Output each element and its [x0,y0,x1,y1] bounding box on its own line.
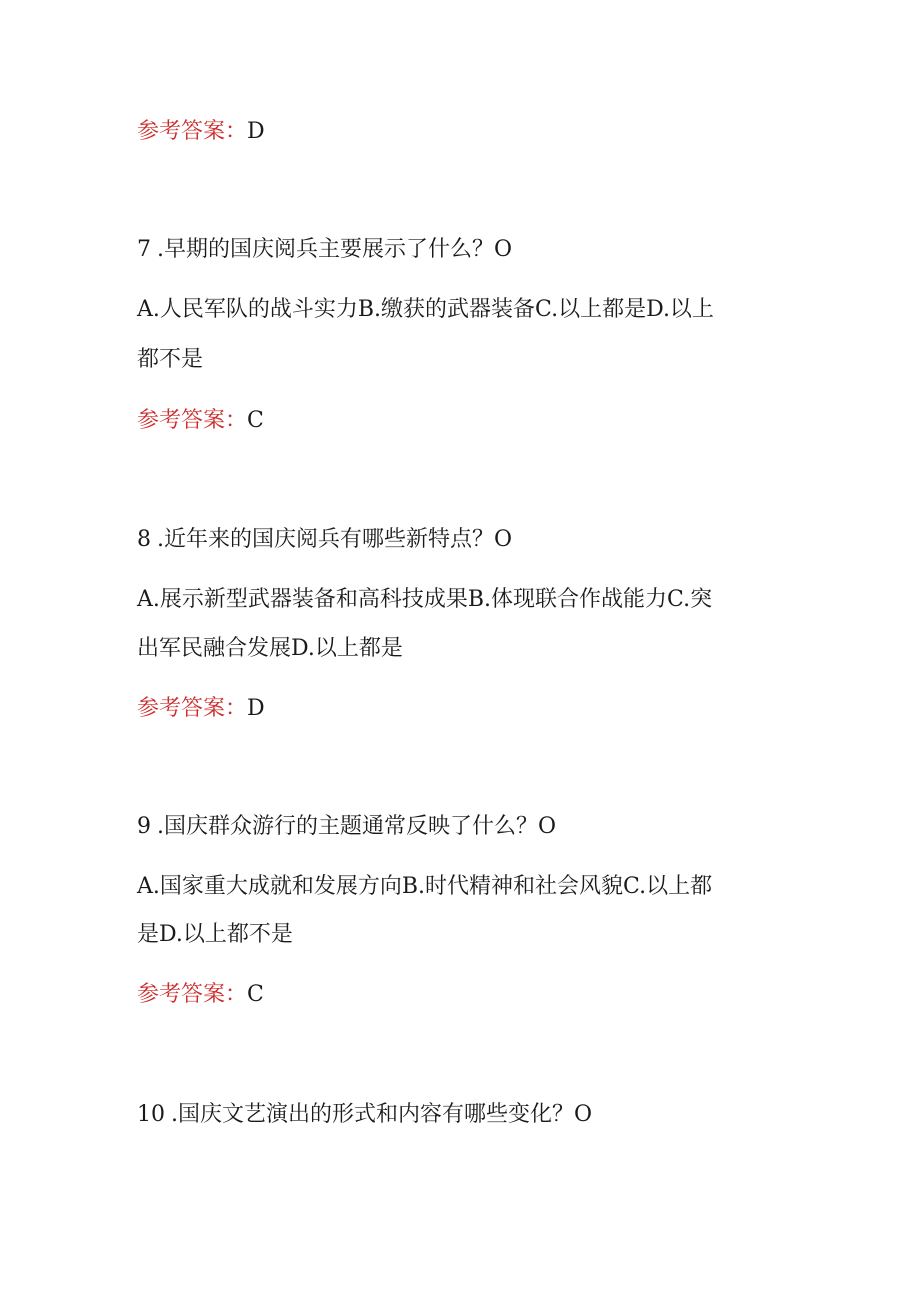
question-number: 10 [137,1102,165,1127]
question-stem-q8 [137,526,797,554]
answer-label: 参考答案： [137,408,248,433]
question-text: .早期的国庆阅兵主要展示了什么？O [157,237,513,262]
question-stem-q9 [137,813,797,841]
question-stem-q10 [137,1101,797,1129]
question-text: .国庆群众游行的主题通常反映了什么？O [157,814,557,839]
answer-line-q7 [137,407,797,435]
question-options-q8-line1: A.展示新型武器装备和高科技成果B.体现联合作战能力C.突 [137,587,713,612]
question-stem-q7 [137,236,797,264]
question-number: 9 [137,814,151,839]
question-options-q9-line2: 是D.以上都不是 [137,922,293,947]
question-options-q7-line1: A.人民军队的战斗实力B.缴获的武器装备C.以上都是D.以上 [137,297,714,322]
question-number: 7 [137,237,151,262]
answer-label: 参考答案： [137,119,248,144]
question-text: .近年来的国庆阅兵有哪些新特点？O [157,527,513,552]
answer-line-q8 [137,695,797,723]
question-number: 8 [137,527,151,552]
answer-value: C [247,408,264,433]
answer-value: D [247,696,265,721]
answer-line-q6 [137,118,797,146]
question-text: .国庆文艺演出的形式和内容有哪些变化？O [171,1102,593,1127]
question-options-q9-line1: A.国家重大成就和发展方向B.时代精神和社会风貌C.以上都 [137,874,713,899]
answer-value: C [247,982,264,1007]
answer-label: 参考答案： [137,696,248,721]
answer-label: 参考答案： [137,982,248,1007]
answer-line-q9 [137,981,797,1009]
question-options-q7-line2: 都不是 [137,347,204,372]
question-options-q8-line2: 出军民融合发展D.以上都是 [137,636,403,661]
answer-value: D [247,119,265,144]
